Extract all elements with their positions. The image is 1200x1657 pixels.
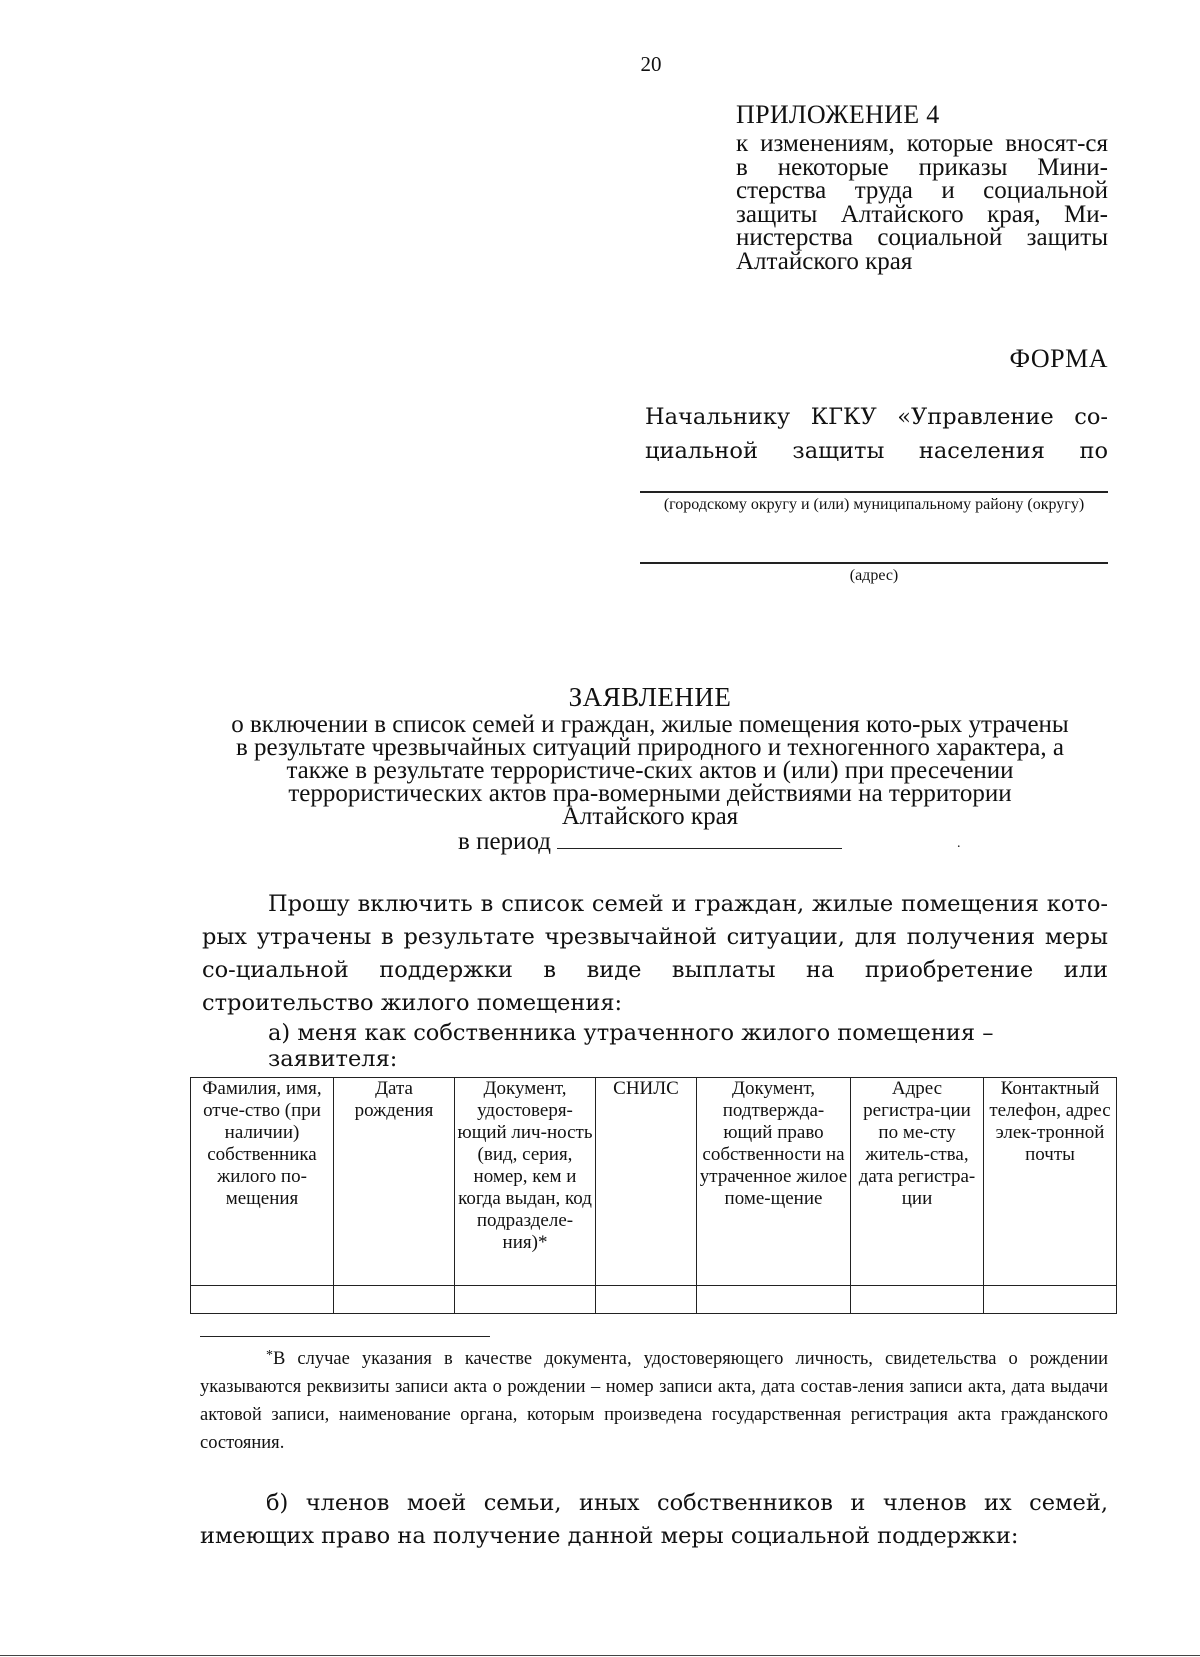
- appendix-text: к изменениям, которые вносят-ся в некоторые приказы Мини-стерства труда и социальной защиты Алтайского края, Ми-нистерства социальной защиты Алтайского края: [736, 130, 1108, 275]
- header-snils: СНИЛС: [596, 1078, 697, 1286]
- statement-subtitle-text: о включении в список семей и граждан, жилые помещения кото-рых утрачены в результате чрезвычайных ситуаций природного и техногенного характера, а также в результате террористиче-ских актов и (или) при пресечении террористических актов пра-вомерными действиями на территории Алтайского края: [231, 711, 1069, 830]
- district-line-field[interactable]: [640, 491, 1108, 493]
- appendix-title: ПРИЛОЖЕНИЕ 4: [736, 100, 940, 129]
- header-ownership-document: Документ, подтвержда-ющий право собственности на утраченное жилое поме-щение: [697, 1078, 851, 1286]
- statement-subtitle: [230, 713, 1070, 853]
- applicant-table: [190, 1077, 1117, 1314]
- footnote: [200, 1342, 1108, 1457]
- period-label: в период: [458, 828, 551, 855]
- footnote-divider: [200, 1336, 490, 1337]
- table-cell[interactable]: [851, 1286, 984, 1314]
- point-b-text: б) членов моей семьи, иных собственников и членов их семей, имеющих право на получение данной меры социальной поддержки:: [200, 1490, 1108, 1549]
- page-bottom-edge: [0, 1655, 1200, 1656]
- table-cell[interactable]: [596, 1286, 697, 1314]
- addressee-block: [645, 400, 1108, 502]
- addressee-text: Начальнику КГКУ «Управление со-циальной защиты населения по: [645, 404, 1108, 464]
- footnote-text: В случае указания в качестве документа, удостоверяющего личность, свидетельства о рождении указываются реквизиты записи акта о рождении – номер записи акта, дата состав-ления записи акта, дата выдачи актовой записи, наименование органа, которым произведена государственная регистрация акта гражданского состояния.: [200, 1349, 1108, 1453]
- table-header-row: [191, 1078, 1117, 1286]
- request-text: Прошу включить в список семей и граждан, жилые помещения кото-рых утрачены в результате чрезвычайной ситуации, для получения меры со-циальной поддержки в виде выплаты на приобретение или строительство жилого помещения:: [202, 891, 1108, 1016]
- header-full-name: Фамилия, имя, отче-ство (при наличии) собственника жилого по-мещения: [191, 1078, 334, 1286]
- table-cell[interactable]: [334, 1286, 455, 1314]
- statement-title: ЗАЯВЛЕНИЕ: [568, 682, 732, 712]
- header-birth-date: Дата рождения: [334, 1078, 455, 1286]
- address-line-field[interactable]: [640, 562, 1108, 564]
- header-identity-document: Документ, удостоверя-ющий лич-ность (вид, серия, номер, кем и когда выдан, код подразделе-ния)*: [455, 1078, 596, 1286]
- district-blank-field[interactable]: [653, 469, 745, 492]
- header-contacts: Контактный телефон, адрес элек-тронной почты: [984, 1078, 1117, 1286]
- form-label: ФОРМА: [1009, 344, 1108, 373]
- request-paragraph: [202, 888, 1108, 1020]
- table-cell[interactable]: [697, 1286, 851, 1314]
- period-blank-field[interactable]: [557, 828, 842, 849]
- point-a: а) меня как собственника утраченного жилого помещения – заявителя:: [268, 1020, 994, 1072]
- page-number: 20: [640, 52, 662, 76]
- address-caption: (адрес): [849, 567, 899, 584]
- header-registration-address: Адрес регистра-ции по ме-сту житель-ства, дата регистра-ции: [851, 1078, 984, 1286]
- district-caption: (городскому округу и (или) муниципальному району (округу): [663, 496, 1085, 513]
- table-cell[interactable]: [455, 1286, 596, 1314]
- point-b-paragraph: [200, 1487, 1108, 1553]
- period-dot: .: [957, 836, 961, 851]
- table-cell[interactable]: [191, 1286, 334, 1314]
- footnote-marker: *: [266, 1348, 273, 1363]
- table-row: [191, 1286, 1117, 1314]
- table-cell[interactable]: [984, 1286, 1117, 1314]
